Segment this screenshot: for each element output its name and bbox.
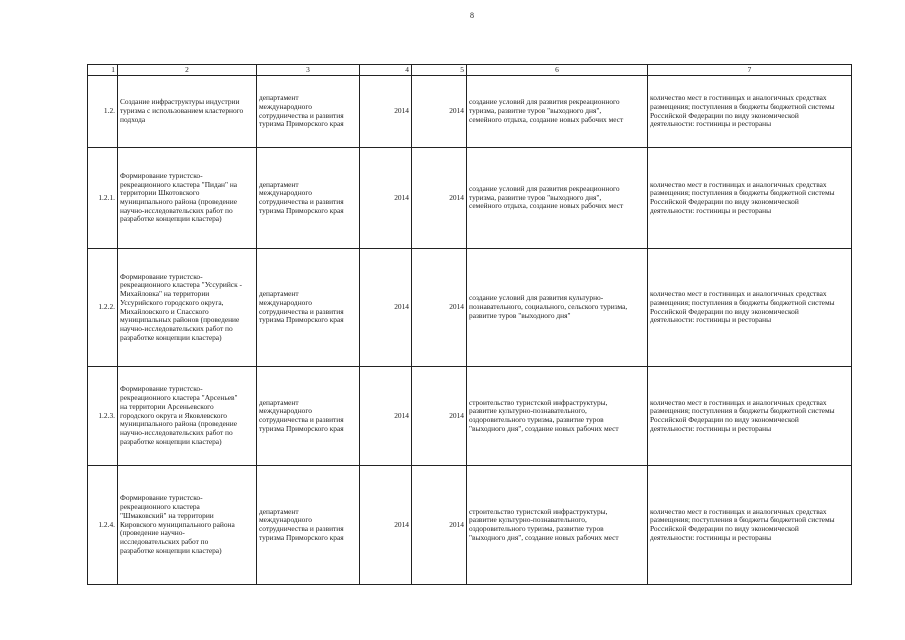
column-header: 5 [412,65,467,76]
column-header: 4 [360,65,412,76]
end-year: 2014 [412,466,467,585]
page-number: 8 [470,11,474,20]
end-year: 2014 [412,367,467,466]
column-header: 3 [257,65,360,76]
indicators: количество мест в гостиницах и аналогичных средствах размещения; поступления в бюджеты бюджетной системы Российской Федерации по виду экономической деятельности: гостиницы и рестораны [648,148,852,249]
end-year: 2014 [412,249,467,367]
responsible-department: департамент международного сотрудничества и развития туризма Приморского края [257,466,360,585]
activity-name: Формирование туристско- рекреационного кластера "Пидан" на территории Шкотовского муниципального района (проведение научно-исследовательских работ по разработке концепции кластера) [118,148,257,249]
table-header [88,65,852,76]
end-year: 2014 [412,76,467,148]
column-header: 2 [118,65,257,76]
column-header: 1 [88,65,118,76]
table-row [88,249,852,367]
responsible-department: департамент международного сотрудничества и развития туризма Приморского края [257,249,360,367]
activity-name: Создание инфраструктуры индустрии туризма с использованием кластерного подхода [118,76,257,148]
table-row [88,148,852,249]
end-year: 2014 [412,148,467,249]
item-number: 1.2.2. [88,249,118,367]
table-row [88,76,852,148]
indicators: количество мест в гостиницах и аналогичных средствах размещения; поступления в бюджеты бюджетной системы Российской Федерации по виду экономической деятельности: гостиницы и рестораны [648,249,852,367]
indicators: количество мест в гостиницах и аналогичных средствах размещения; поступления в бюджеты бюджетной системы Российской Федерации по виду экономической деятельности: гостиницы и рестораны [648,76,852,148]
activity-name: Формирование туристско- рекреационного кластера "Уссурийск - Михайловка" на территории Уссурийского городского округа, Михайловского и Спасского муниципальных районов (проведение научно-исследовательских работ по разработке концепции кластера) [118,249,257,367]
expected-result: строительство туристской инфраструктуры, развитие культурно-познавательного, оздоровительного туризма, развитие туров "выходного дня", создание новых рабочих мест [467,466,648,585]
expected-result: создание условий для развития культурно- познавательного, социального, сельского туризма, развитие туров "выходного дня" [467,249,648,367]
item-number: 1.2.4. [88,466,118,585]
program-table [87,64,852,585]
column-header: 6 [467,65,648,76]
expected-result: создание условий для развития рекреационного туризма, развитие туров "выходного дня", семейного отдыха, создание новых рабочих мест [467,148,648,249]
indicators: количество мест в гостиницах и аналогичных средствах размещения; поступления в бюджеты бюджетной системы Российской Федерации по виду экономической деятельности: гостиницы и рестораны [648,367,852,466]
expected-result: строительство туристской инфраструктуры, развитие культурно-познавательного, оздоровительного туризма, развитие туров "выходного дня", создание новых рабочих мест [467,367,648,466]
start-year: 2014 [360,76,412,148]
responsible-department: департамент международного сотрудничества и развития туризма Приморского края [257,367,360,466]
item-number: 1.2.1. [88,148,118,249]
responsible-department: департамент международного сотрудничества и развития туризма Приморского края [257,148,360,249]
table-row [88,466,852,585]
start-year: 2014 [360,367,412,466]
item-number: 1.2. [88,76,118,148]
indicators: количество мест в гостиницах и аналогичных средствах размещения; поступления в бюджеты бюджетной системы Российской Федерации по виду экономической деятельности: гостиницы и рестораны [648,466,852,585]
start-year: 2014 [360,466,412,585]
start-year: 2014 [360,148,412,249]
table-row [88,367,852,466]
activity-name: Формирование туристско- рекреационного кластера "Арсеньев" на территории Арсеньевского городского округа и Яковлевского муниципального района (проведение научно-исследовательских работ по разработке концепции кластера) [118,367,257,466]
start-year: 2014 [360,249,412,367]
responsible-department: департамент международного сотрудничества и развития туризма Приморского края [257,76,360,148]
activity-name: Формирование туристско- рекреационного кластера "Шмаковский" на территории Кировского муниципального района (проведение научно- исследовательских работ по разработке концепции кластера) [118,466,257,585]
expected-result: создание условий для развития рекреационного туризма, развитие туров "выходного дня", семейного отдыха, создание новых рабочих мест [467,76,648,148]
item-number: 1.2.3. [88,367,118,466]
column-header: 7 [648,65,852,76]
